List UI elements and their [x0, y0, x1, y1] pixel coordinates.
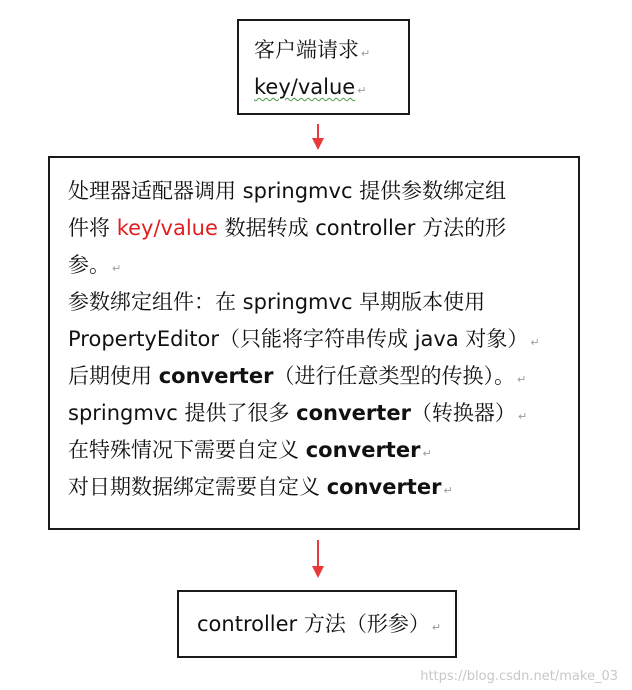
converter-text-8: converter [305, 438, 421, 462]
converter-text-6: converter [158, 364, 274, 388]
paragraph-mark-icon: ↵ [357, 84, 367, 97]
processing-text-9a: 对日期数据绑定需要自定义 [68, 475, 327, 499]
paragraph-mark-icon: ↵ [443, 484, 453, 497]
processing-text-7b: （转换器） [410, 401, 516, 425]
arrow-down-icon [312, 138, 324, 150]
processing-text-3: 参。 [68, 253, 110, 277]
processing-text-2b: 数据转成 controller 方法的形 [217, 216, 507, 240]
controller-method-label [197, 610, 441, 642]
processing-line-3 [68, 251, 121, 283]
processing-text-6a: 后期使用 [68, 364, 159, 388]
processing-text-6b: （进行任意类型的传换）。 [273, 364, 515, 388]
processing-line-6 [68, 362, 526, 394]
converter-text-7: converter [296, 401, 411, 425]
processing-line-8 [68, 436, 432, 468]
paragraph-mark-icon: ↵ [516, 373, 527, 386]
client-request-text: 客户端请求 [254, 38, 359, 62]
key-value-label [254, 73, 366, 105]
processing-text-7a: springmvc 提供了很多 [68, 401, 297, 425]
client-request-box [237, 19, 410, 115]
processing-line-2 [68, 214, 506, 242]
processing-line-9 [68, 473, 453, 505]
processing-text-2a: 件将 [68, 216, 117, 240]
paragraph-mark-icon: ↵ [517, 410, 528, 423]
processing-text-4: 参数绑定组件：在 springmvc 早期版本使用 [68, 290, 486, 314]
paragraph-mark-icon: ↵ [361, 47, 371, 60]
converter-text-9: converter [326, 475, 442, 499]
key-value-text: key/value [254, 75, 356, 99]
processing-line-4 [68, 288, 485, 316]
paragraph-mark-icon: ↵ [530, 336, 540, 349]
arrow-2-shaft [317, 540, 319, 568]
processing-box [48, 156, 580, 530]
paragraph-mark-icon: ↵ [422, 447, 432, 460]
controller-method-text: controller 方法（形参） [197, 612, 430, 636]
key-value-highlight: key/value [116, 216, 218, 240]
processing-text-5: PropertyEditor（只能将字符串传成 java 对象） [68, 327, 529, 351]
client-request-label [254, 36, 370, 68]
arrow-down-icon [312, 566, 324, 578]
processing-line-1 [68, 177, 506, 205]
processing-text-8a: 在特殊情况下需要自定义 [68, 438, 306, 462]
processing-line-7 [68, 399, 527, 431]
watermark: https://blog.csdn.net/make_03 [420, 669, 618, 684]
processing-text-1: 处理器适配器调用 springmvc 提供参数绑定组 [68, 179, 507, 203]
paragraph-mark-icon: ↵ [431, 621, 442, 634]
processing-line-5 [68, 325, 540, 357]
controller-method-box [177, 590, 457, 658]
paragraph-mark-icon: ↵ [112, 262, 122, 275]
